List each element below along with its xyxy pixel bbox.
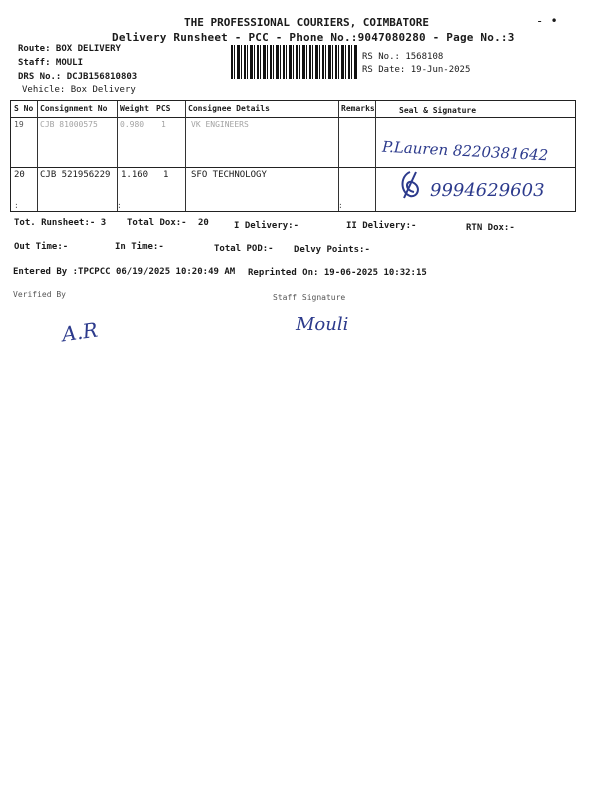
rs-number: RS No.: 1568108 bbox=[362, 52, 444, 62]
row-marker: : bbox=[338, 201, 343, 210]
row-19-sno: 19 bbox=[14, 120, 24, 129]
row-marker: : bbox=[14, 201, 19, 210]
row-marker: : bbox=[117, 201, 122, 210]
col-divider bbox=[185, 101, 186, 211]
company-title: THE PROFESSIONAL COURIERS, COIMBATORE bbox=[184, 16, 430, 29]
drs-number: DRS No.: DCJB156810803 bbox=[18, 72, 138, 82]
row-19-consignee: VK ENGINEERS bbox=[191, 120, 249, 129]
ii-delivery: II Delivery:- bbox=[346, 221, 417, 231]
header-divider bbox=[11, 117, 575, 118]
col-divider bbox=[338, 101, 339, 211]
col-header-sno: S No bbox=[14, 104, 34, 113]
delvy-points: Delvy Points:- bbox=[294, 245, 370, 255]
row-20-weight: 1.160 bbox=[121, 170, 149, 180]
entered-by: Entered By :TPCPCC 06/19/2025 10:20:49 AM bbox=[13, 267, 236, 277]
row-19-pcs: 1 bbox=[161, 120, 166, 129]
signature-row-19: P.Lauren 8220381642 bbox=[381, 137, 549, 165]
col-divider bbox=[37, 101, 38, 211]
col-header-remarks: Remarks bbox=[341, 104, 375, 113]
tot-runsheet: Tot. Runsheet:- 3 bbox=[14, 218, 107, 228]
col-header-weight: Weight bbox=[120, 104, 149, 113]
staff-label: Staff: MOULI bbox=[18, 58, 84, 68]
rtn-dox: RTN Dox:- bbox=[466, 223, 515, 233]
route-label: Route: BOX DELIVERY bbox=[18, 44, 121, 54]
row-19-weight: 0.980 bbox=[120, 120, 145, 129]
col-divider bbox=[375, 101, 376, 211]
runsheet-subtitle: Delivery Runsheet - PCC - Phone No.:9047080280 - Page No.:3 bbox=[112, 31, 515, 44]
row-divider bbox=[11, 167, 575, 168]
i-delivery: I Delivery:- bbox=[234, 221, 300, 231]
corner-mark: - • bbox=[536, 14, 558, 28]
row-20-consignment: CJB 521956229 bbox=[40, 170, 111, 180]
row-20-pcs: 1 bbox=[163, 170, 169, 180]
col-header-consignment: Consignment No bbox=[40, 104, 108, 113]
row-20-consignee: SFO TECHNOLOGY bbox=[191, 170, 267, 180]
out-time: Out Time:- bbox=[14, 242, 69, 252]
in-time: In Time:- bbox=[115, 242, 164, 252]
verified-by-signature: A.R bbox=[60, 317, 100, 347]
total-dox-value: 20 bbox=[198, 218, 209, 228]
staff-signature-label: Staff Signature bbox=[273, 293, 346, 302]
col-header-consignee: Consignee Details bbox=[188, 104, 270, 113]
staff-signature: Mouli bbox=[296, 314, 349, 335]
row-19-consignment: CJB 81000575 bbox=[40, 120, 98, 129]
col-divider bbox=[117, 101, 118, 211]
rs-date: RS Date: 19-Jun-2025 bbox=[362, 65, 471, 75]
vehicle-label: Vehicle: Box Delivery bbox=[22, 85, 136, 95]
col-header-pcs: PCS bbox=[156, 104, 171, 113]
verified-by-label: Verified By bbox=[13, 290, 66, 299]
reprinted-on: Reprinted On: 19-06-2025 10:32:15 bbox=[248, 268, 427, 278]
barcode-image bbox=[231, 45, 357, 79]
total-pod: Total POD:- bbox=[214, 244, 274, 254]
total-dox-label: Total Dox:- bbox=[127, 218, 187, 228]
signature-row-20: 9994629603 bbox=[430, 180, 545, 201]
col-header-seal-signature: Seal & Signature bbox=[399, 106, 477, 115]
signature-scribble-icon bbox=[398, 170, 428, 200]
row-20-sno: 20 bbox=[14, 170, 25, 180]
